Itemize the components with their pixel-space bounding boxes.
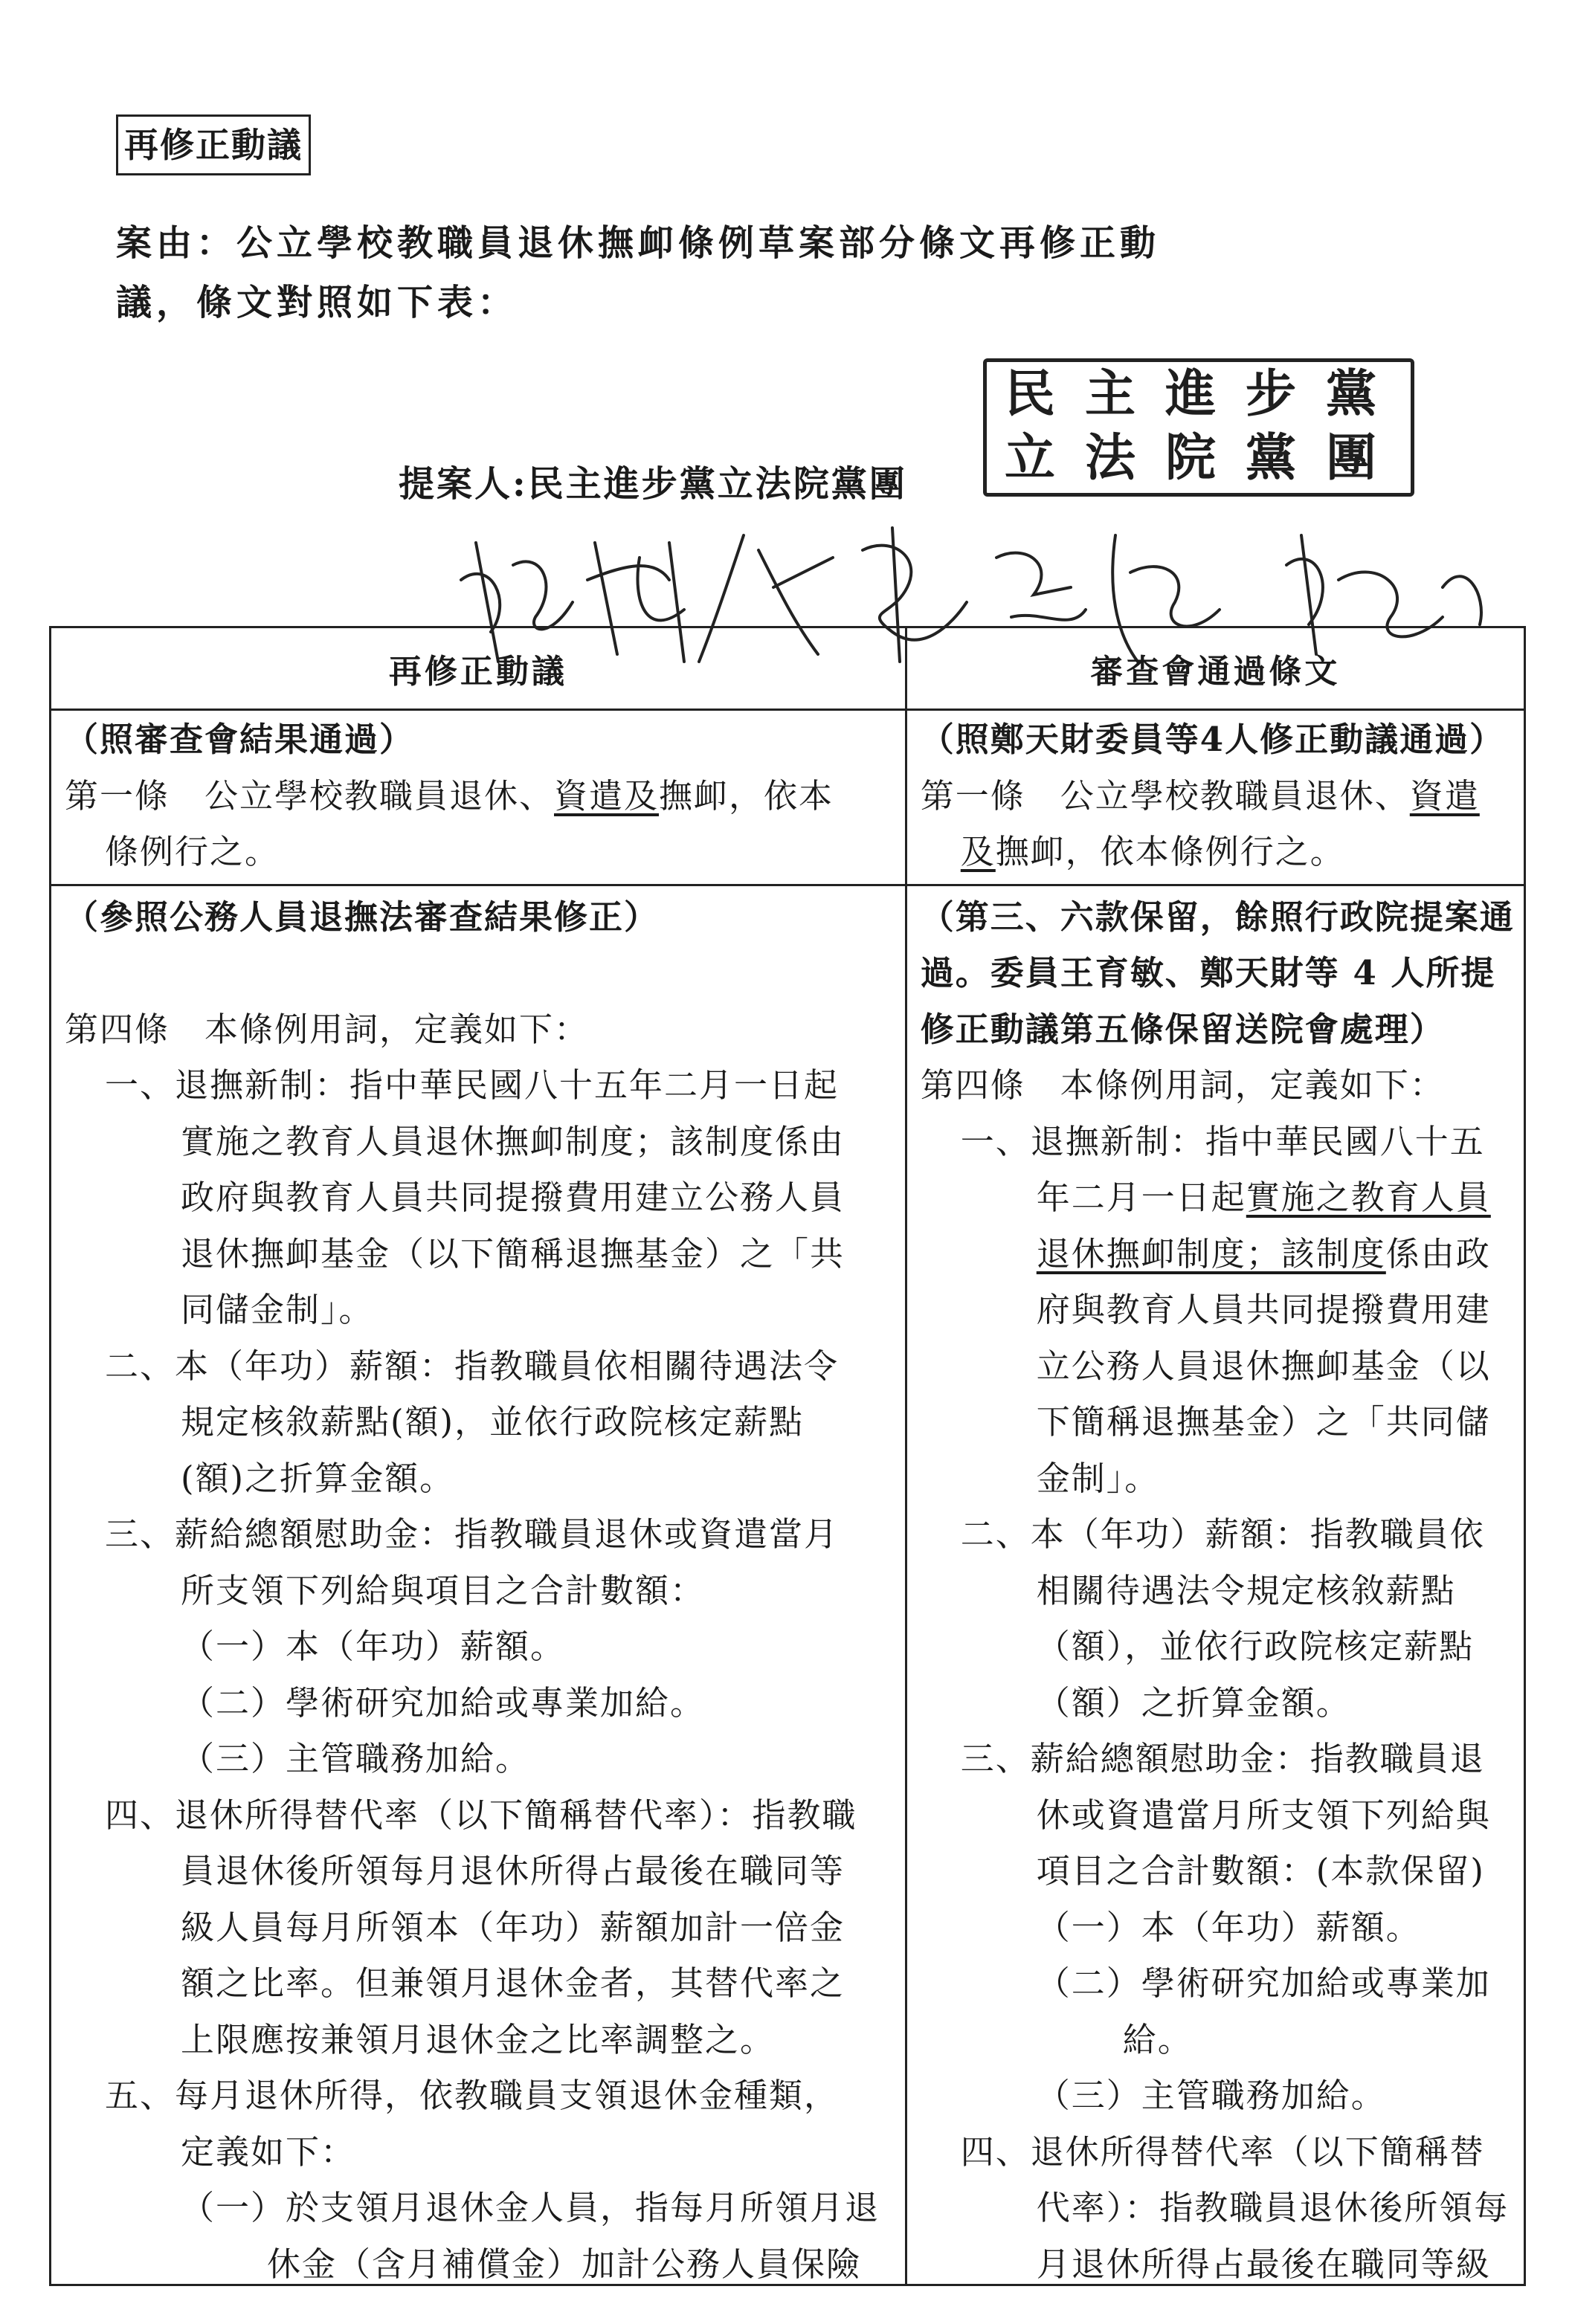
text-line	[51, 1114, 905, 1170]
text-line	[907, 1618, 1524, 1675]
text-line	[51, 945, 905, 1001]
text-line	[51, 1282, 905, 1338]
text-segment: （第三、六款保留，餘照行政院提案通	[920, 897, 1515, 937]
text-segment: 二、本（年功）薪額：指教職員依	[960, 1514, 1485, 1554]
text-segment: 撫卹，依本	[659, 775, 834, 816]
text-line	[51, 2180, 905, 2236]
cause-line-2: 議，條文對照如下表：	[116, 282, 518, 323]
text-segment: 金制」。	[1036, 1458, 1160, 1498]
text-segment: 政府與教育人員共同提撥費用建立公務人員	[181, 1178, 845, 1217]
text-line	[51, 1169, 905, 1226]
text-segment: 同儲金制」。	[181, 1290, 374, 1329]
comparison-table	[49, 626, 1526, 2286]
text-segment: 相關待遇法令規定核敘薪點	[1036, 1570, 1456, 1610]
text-segment: 規定核敘薪點(額)，並依行政院核定薪點	[181, 1402, 805, 1442]
text-segment: 三、薪給總額慰助金：指教職員退休或資遣當月	[105, 1514, 840, 1554]
text-segment: （二）學術研究加給或專業加	[1036, 1963, 1491, 2003]
text-segment: （額），並依行政院核定薪點	[1036, 1627, 1475, 1666]
text-segment: 定義如下：	[181, 2131, 356, 2172]
text-segment: 過。委員王育敏、鄭天財等 4 人所提	[920, 953, 1496, 992]
text-segment: 立公務人員退休撫卹基金（以	[1036, 1346, 1491, 1386]
text-segment: 四、退休所得替代率（以下簡稱替代率）：指教職	[105, 1795, 857, 1835]
text-line	[907, 769, 1524, 825]
text-segment: 一、退撫新制：指中華民國八十五年二月一日起	[105, 1065, 840, 1105]
text-segment: 四、退休所得替代率（以下簡稱替	[960, 2131, 1485, 2172]
text-line	[907, 1675, 1524, 1731]
text-segment: （額）之折算金額。	[1036, 1682, 1351, 1723]
text-line	[51, 1001, 905, 1058]
article-4-committee	[907, 886, 1524, 2284]
text-segment: 額之比率。但兼領月退休金者，其替代率之	[181, 1963, 845, 2003]
text-line	[907, 824, 1524, 881]
text-line	[51, 1618, 905, 1675]
text-segment: 年二月一日起	[1036, 1178, 1246, 1217]
text-line	[907, 1506, 1524, 1563]
text-line	[51, 1899, 905, 1956]
article-1-revised	[51, 711, 905, 884]
document-label: 再修正動議	[116, 114, 311, 175]
text-line	[907, 1114, 1524, 1170]
text-segment: （三）主管職務加給。	[181, 1739, 531, 1778]
stamp-line-1: 民主進步黨	[1005, 364, 1407, 424]
underlined-text: 及	[960, 832, 996, 871]
text-segment: 第一條 公立學校教職員退休、	[65, 775, 555, 816]
table-header-row	[51, 627, 1525, 710]
text-segment: （二）學術研究加給或專業加給。	[181, 1682, 706, 1723]
text-line	[51, 1843, 905, 1899]
text-segment: 三、薪給總額慰助金：指教職員退	[960, 1739, 1485, 1778]
text-line	[51, 1787, 905, 1844]
text-line	[51, 1955, 905, 2012]
review-note-line	[51, 712, 905, 769]
text-segment: 上限應按兼領月退休金之比率調整之。	[181, 2019, 776, 2059]
text-segment: （一）本（年功）薪額。	[181, 1627, 566, 1666]
text-segment: （一）於支領月退休金人員，指每月所領月退	[181, 2188, 880, 2227]
text-line	[907, 1843, 1524, 1899]
proposer: 提案人:民主進步黨立法院黨團	[399, 463, 907, 505]
text-segment: 一、退撫新制：指中華民國八十五	[960, 1121, 1485, 1161]
text-segment: （參照公務人員退撫法審查結果修正）	[65, 897, 660, 937]
underlined-text: 資遣及	[554, 775, 660, 816]
review-note-line	[907, 1001, 1524, 1058]
text-line	[907, 2124, 1524, 2181]
text-segment: 五、每月退休所得，依教職員支領退休金種類，	[105, 2076, 840, 2115]
underlined-text: 退休撫卹制度；該制度	[1036, 1233, 1386, 1274]
text-line	[907, 2236, 1524, 2293]
table-row	[51, 710, 1525, 885]
text-segment: 府與教育人員共同提撥費用建	[1036, 1290, 1491, 1329]
text-line	[51, 2236, 905, 2293]
text-line	[51, 1338, 905, 1395]
text-segment: 第一條 公立學校教職員退休、	[920, 775, 1410, 816]
text-segment: 下簡稱退撫基金）之「共同儲	[1036, 1402, 1491, 1442]
text-line	[51, 1506, 905, 1563]
text-segment: 第四條 本條例用詞，定義如下：	[65, 1009, 590, 1049]
review-note-line	[51, 889, 905, 946]
text-segment: 代率）：指教職員退休後所領每	[1036, 2188, 1510, 2227]
text-line	[51, 1057, 905, 1114]
review-note-line	[907, 712, 1524, 769]
text-segment: 所支領下列給與項目之合計數額：	[181, 1570, 706, 1610]
text-segment: 實施之教育人員退休撫卹制度；該制度係由	[181, 1121, 845, 1161]
text-segment: 員退休後所領每月退休所得占最後在職同等	[181, 1851, 845, 1891]
cause-line-1: 案由：公立學校教職員退休撫卹條例草案部分條文再修正動	[116, 222, 1161, 264]
text-segment: （一）本（年功）薪額。	[1036, 1907, 1421, 1947]
header-revised-motion: 再修正動議	[51, 627, 906, 710]
text-line	[907, 1955, 1524, 2012]
underlined-text: 實施之教育人員	[1246, 1178, 1491, 1217]
text-segment: 係由政	[1385, 1233, 1491, 1274]
text-line	[51, 1731, 905, 1787]
text-line	[907, 1057, 1524, 1114]
text-line	[51, 1563, 905, 1619]
text-segment: （照鄭天財委員等4人修正動議通過）	[920, 720, 1505, 759]
text-segment: 休或資遣當月所支領下列給與	[1036, 1795, 1491, 1835]
review-note-line	[907, 945, 1524, 1001]
text-line	[51, 2068, 905, 2124]
text-line	[51, 2012, 905, 2068]
text-line	[907, 1787, 1524, 1844]
text-line	[51, 1394, 905, 1450]
text-line	[907, 1226, 1524, 1282]
text-line	[51, 769, 905, 825]
text-segment: 給。	[1122, 2019, 1193, 2059]
text-segment: 修正動議第五條保留送院會處理）	[920, 1009, 1445, 1049]
text-line	[907, 2012, 1524, 2068]
text-line	[51, 824, 905, 881]
header-committee-passed: 審查會通過條文	[906, 627, 1524, 710]
text-line	[907, 2068, 1524, 2124]
text-line	[907, 1338, 1524, 1395]
text-line	[907, 1394, 1524, 1450]
article-1-committee	[907, 711, 1524, 884]
text-segment: 項目之合計數額：(本款保留)	[1036, 1851, 1485, 1891]
stamp-line-2: 立法院黨團	[1005, 428, 1407, 488]
text-line	[907, 1731, 1524, 1787]
text-line	[907, 1282, 1524, 1338]
text-line	[51, 1450, 905, 1507]
text-segment: 退休撫卹基金（以下簡稱退撫基金）之「共	[181, 1233, 845, 1274]
text-segment: (額)之折算金額。	[181, 1458, 455, 1498]
text-segment: 休金（含月補償金）加計公務人員保險	[267, 2244, 862, 2284]
text-line	[907, 1563, 1524, 1619]
review-note-line	[907, 889, 1524, 946]
text-segment: （三）主管職務加給。	[1036, 2076, 1386, 2115]
text-line	[51, 2124, 905, 2181]
text-line	[907, 2180, 1524, 2236]
text-segment: 二、本（年功）薪額：指教職員依相關待遇法令	[105, 1346, 840, 1386]
underlined-text: 資遣	[1409, 775, 1480, 816]
table-row	[51, 885, 1525, 2285]
text-line	[51, 1675, 905, 1731]
text-segment: （照審查會結果通過）	[65, 720, 415, 759]
text-line	[907, 1169, 1524, 1226]
party-caucus-stamp	[983, 358, 1414, 497]
article-4-revised	[51, 886, 905, 2284]
text-segment: 級人員每月所領本（年功）薪額加計一倍金	[181, 1907, 845, 1947]
text-segment: 月退休所得占最後在職同等級	[1036, 2244, 1491, 2284]
text-segment: 撫卹，依本條例行之。	[995, 832, 1345, 871]
text-segment: 第四條 本條例用詞，定義如下：	[920, 1065, 1445, 1105]
text-line	[907, 1899, 1524, 1956]
text-line	[907, 1450, 1524, 1507]
text-line	[51, 1226, 905, 1282]
text-segment: 條例行之。	[105, 832, 280, 871]
